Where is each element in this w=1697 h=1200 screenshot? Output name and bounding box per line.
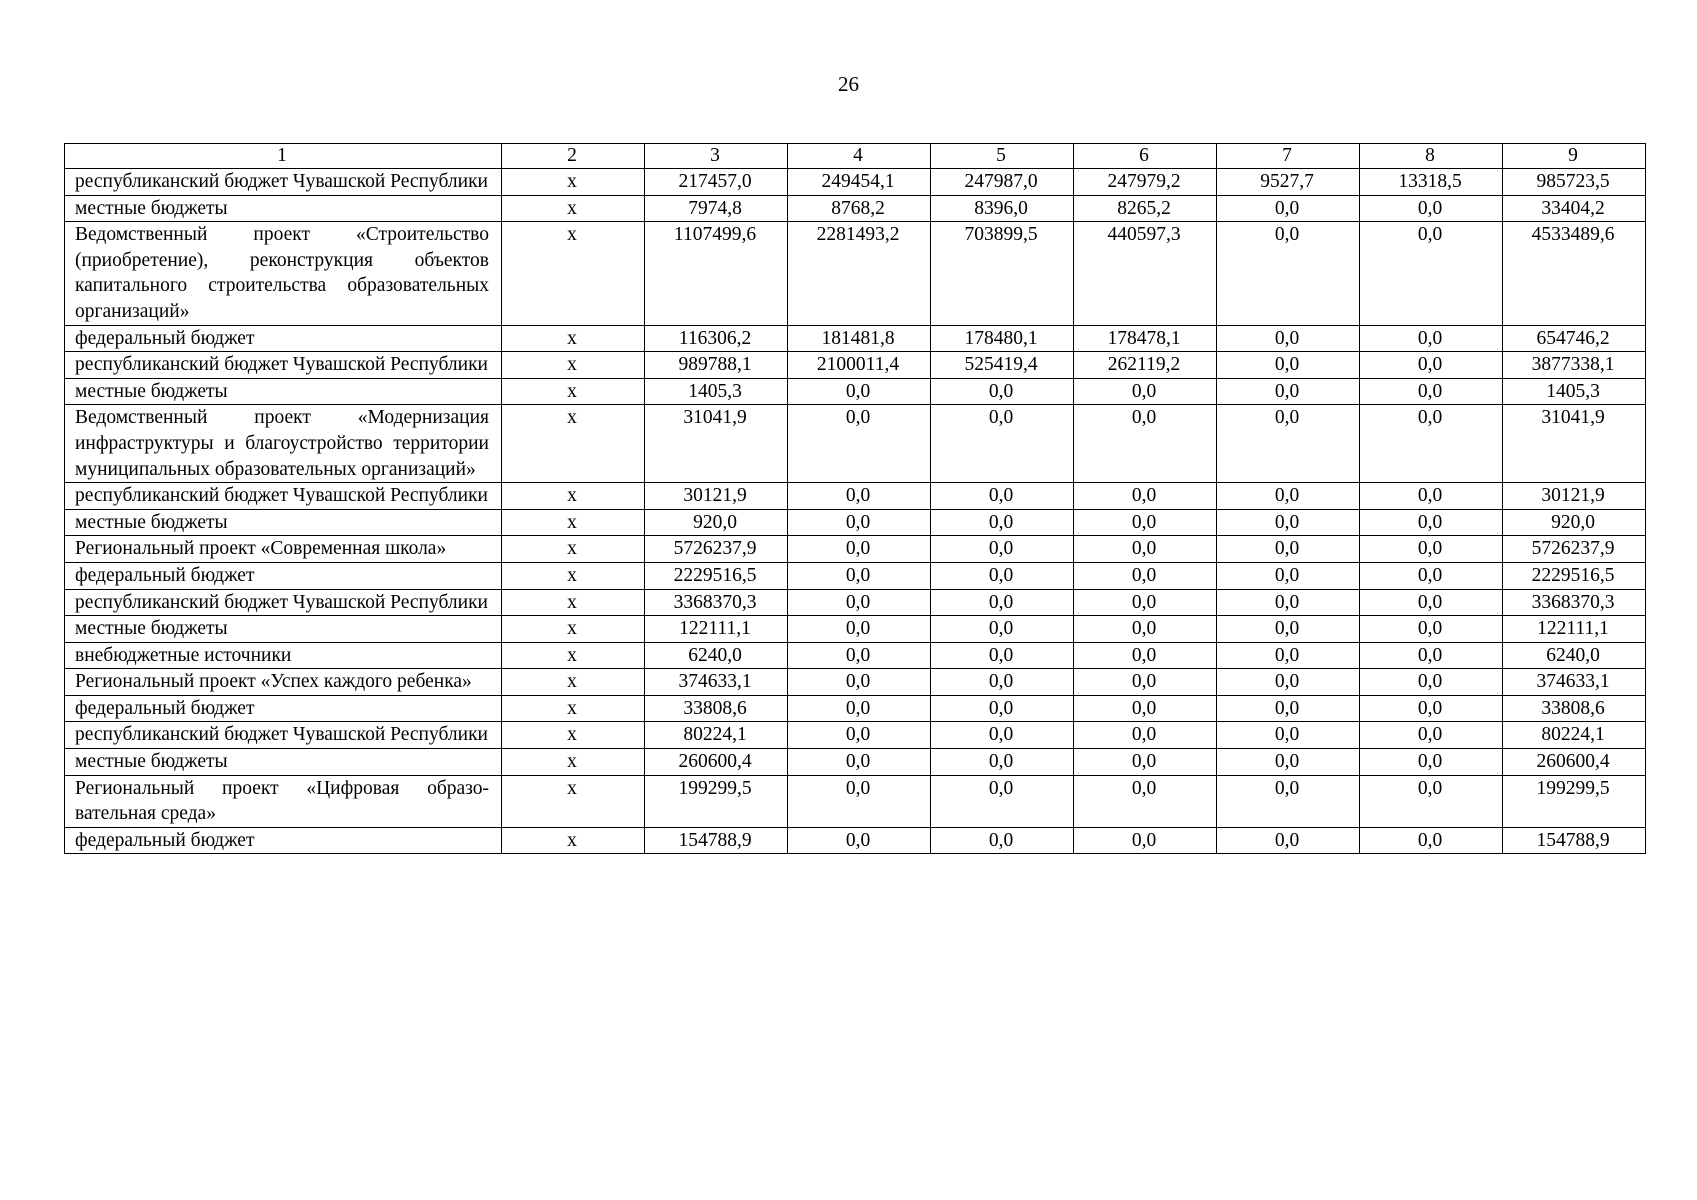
row-label-cell: республиканский бюджет Чувашской Республики (65, 352, 502, 379)
table-row (65, 562, 1646, 589)
row-label-cell: федеральный бюджет (65, 827, 502, 854)
value-cell: 0,0 (931, 827, 1074, 854)
row-label-cell: федеральный бюджет (65, 325, 502, 352)
table-row (65, 325, 1646, 352)
value-cell: 0,0 (931, 405, 1074, 483)
value-cell: 0,0 (1217, 352, 1360, 379)
value-cell: 654746,2 (1503, 325, 1646, 352)
value-cell: 0,0 (1217, 562, 1360, 589)
value-cell: х (502, 378, 645, 405)
value-cell: 122111,1 (645, 616, 788, 643)
value-cell: 0,0 (1074, 483, 1217, 510)
table-row (65, 378, 1646, 405)
value-cell: 199299,5 (1503, 775, 1646, 827)
value-cell: 0,0 (1217, 536, 1360, 563)
value-cell: 0,0 (1074, 669, 1217, 696)
value-cell: 217457,0 (645, 169, 788, 196)
value-cell: 0,0 (1360, 222, 1503, 325)
value-cell: 0,0 (1360, 749, 1503, 776)
value-cell: 0,0 (788, 509, 931, 536)
value-cell: 0,0 (1360, 827, 1503, 854)
value-cell: 3877338,1 (1503, 352, 1646, 379)
table-row (65, 352, 1646, 379)
value-cell: 0,0 (788, 722, 931, 749)
row-label-cell: внебюджетные источники (65, 642, 502, 669)
value-cell: 0,0 (788, 695, 931, 722)
value-cell: 0,0 (1217, 195, 1360, 222)
value-cell: 0,0 (1074, 695, 1217, 722)
value-cell: х (502, 562, 645, 589)
row-label-cell: местные бюджеты (65, 195, 502, 222)
value-cell: 0,0 (931, 775, 1074, 827)
column-header: 9 (1503, 144, 1646, 169)
value-cell: х (502, 616, 645, 643)
table-row (65, 509, 1646, 536)
table-header-row (65, 144, 1646, 169)
value-cell: 0,0 (788, 405, 931, 483)
value-cell: 985723,5 (1503, 169, 1646, 196)
value-cell: 2100011,4 (788, 352, 931, 379)
table-row (65, 536, 1646, 563)
value-cell: 525419,4 (931, 352, 1074, 379)
value-cell: 0,0 (1074, 642, 1217, 669)
row-label-cell: местные бюджеты (65, 749, 502, 776)
value-cell: 0,0 (1360, 378, 1503, 405)
value-cell: 0,0 (1217, 722, 1360, 749)
value-cell: 0,0 (788, 749, 931, 776)
value-cell: 33404,2 (1503, 195, 1646, 222)
value-cell: 0,0 (1360, 405, 1503, 483)
value-cell: 260600,4 (1503, 749, 1646, 776)
table-row (65, 775, 1646, 827)
value-cell: 5726237,9 (1503, 536, 1646, 563)
column-header: 7 (1217, 144, 1360, 169)
table-row (65, 749, 1646, 776)
value-cell: 0,0 (788, 642, 931, 669)
value-cell: 8768,2 (788, 195, 931, 222)
value-cell: х (502, 509, 645, 536)
column-header: 6 (1074, 144, 1217, 169)
column-header: 2 (502, 144, 645, 169)
value-cell: 0,0 (1360, 695, 1503, 722)
value-cell: 3368370,3 (1503, 589, 1646, 616)
value-cell: х (502, 669, 645, 696)
value-cell: 0,0 (1360, 483, 1503, 510)
value-cell: 0,0 (1217, 222, 1360, 325)
column-header: 4 (788, 144, 931, 169)
table-body (65, 144, 1646, 854)
value-cell: 0,0 (1217, 589, 1360, 616)
value-cell: 0,0 (931, 509, 1074, 536)
value-cell: 31041,9 (1503, 405, 1646, 483)
value-cell: х (502, 642, 645, 669)
page-number: 26 (838, 72, 859, 96)
value-cell: 0,0 (931, 669, 1074, 696)
table-row (65, 722, 1646, 749)
value-cell: 0,0 (931, 562, 1074, 589)
value-cell: 7974,8 (645, 195, 788, 222)
value-cell: 178480,1 (931, 325, 1074, 352)
value-cell: х (502, 195, 645, 222)
value-cell: 0,0 (1217, 509, 1360, 536)
value-cell: 0,0 (1074, 562, 1217, 589)
row-label-cell: республиканский бюджет Чувашской Республики (65, 483, 502, 510)
value-cell: 247987,0 (931, 169, 1074, 196)
table-row (65, 222, 1646, 325)
value-cell: 80224,1 (645, 722, 788, 749)
value-cell: 0,0 (788, 616, 931, 643)
row-label-cell: Региональный проект «Успех каждого ребенка» (65, 669, 502, 696)
value-cell: 8396,0 (931, 195, 1074, 222)
value-cell: 0,0 (1074, 775, 1217, 827)
table-row (65, 642, 1646, 669)
value-cell: 122111,1 (1503, 616, 1646, 643)
value-cell: 33808,6 (645, 695, 788, 722)
value-cell: 0,0 (1217, 378, 1360, 405)
value-cell: х (502, 536, 645, 563)
value-cell: х (502, 405, 645, 483)
value-cell: 0,0 (931, 722, 1074, 749)
table-row (65, 405, 1646, 483)
value-cell: 0,0 (1217, 405, 1360, 483)
value-cell: 989788,1 (645, 352, 788, 379)
row-label-cell: Региональный проект «Современная школа» (65, 536, 502, 563)
value-cell: 0,0 (1074, 589, 1217, 616)
value-cell: 0,0 (1074, 405, 1217, 483)
value-cell: 3368370,3 (645, 589, 788, 616)
value-cell: 30121,9 (645, 483, 788, 510)
value-cell: 0,0 (1074, 536, 1217, 563)
value-cell: 0,0 (931, 589, 1074, 616)
value-cell: 0,0 (1217, 749, 1360, 776)
value-cell: 0,0 (1217, 669, 1360, 696)
value-cell: 0,0 (1360, 536, 1503, 563)
value-cell: 0,0 (1074, 749, 1217, 776)
value-cell: х (502, 775, 645, 827)
column-header: 8 (1360, 144, 1503, 169)
value-cell: 0,0 (1360, 509, 1503, 536)
value-cell: 33808,6 (1503, 695, 1646, 722)
value-cell: х (502, 722, 645, 749)
value-cell: 0,0 (1360, 775, 1503, 827)
row-label-cell: Ведомственный проект «Строительство (приобретение), реконструкция объектов капитального строительства образовательных организаций» (65, 222, 502, 325)
value-cell: 0,0 (931, 536, 1074, 563)
value-cell: 0,0 (1217, 642, 1360, 669)
value-cell: 6240,0 (645, 642, 788, 669)
column-header: 5 (931, 144, 1074, 169)
value-cell: 374633,1 (645, 669, 788, 696)
value-cell: 178478,1 (1074, 325, 1217, 352)
value-cell: 199299,5 (645, 775, 788, 827)
value-cell: 9527,7 (1217, 169, 1360, 196)
value-cell: 5726237,9 (645, 536, 788, 563)
value-cell: 2229516,5 (1503, 562, 1646, 589)
row-label-cell: федеральный бюджет (65, 695, 502, 722)
value-cell: 262119,2 (1074, 352, 1217, 379)
table-row (65, 169, 1646, 196)
value-cell: 0,0 (1217, 695, 1360, 722)
value-cell: 0,0 (1360, 589, 1503, 616)
value-cell: 0,0 (1360, 722, 1503, 749)
value-cell: 6240,0 (1503, 642, 1646, 669)
value-cell: 0,0 (1217, 483, 1360, 510)
value-cell: 0,0 (788, 589, 931, 616)
value-cell: 0,0 (1074, 616, 1217, 643)
value-cell: х (502, 222, 645, 325)
value-cell: 2229516,5 (645, 562, 788, 589)
value-cell: 0,0 (1360, 195, 1503, 222)
value-cell: 0,0 (788, 827, 931, 854)
value-cell: 0,0 (931, 695, 1074, 722)
table-row (65, 616, 1646, 643)
value-cell: 30121,9 (1503, 483, 1646, 510)
value-cell: 0,0 (1217, 775, 1360, 827)
value-cell: 0,0 (788, 536, 931, 563)
value-cell: 249454,1 (788, 169, 931, 196)
row-label-cell: местные бюджеты (65, 509, 502, 536)
value-cell: 0,0 (788, 483, 931, 510)
column-header: 3 (645, 144, 788, 169)
value-cell: 0,0 (788, 669, 931, 696)
value-cell: 0,0 (1074, 509, 1217, 536)
value-cell: 0,0 (931, 483, 1074, 510)
value-cell: 0,0 (1217, 827, 1360, 854)
table-row (65, 827, 1646, 854)
row-label-cell: федеральный бюджет (65, 562, 502, 589)
value-cell: 8265,2 (1074, 195, 1217, 222)
value-cell: 0,0 (1217, 616, 1360, 643)
value-cell: 0,0 (1360, 352, 1503, 379)
value-cell: 0,0 (931, 616, 1074, 643)
value-cell: х (502, 827, 645, 854)
value-cell: х (502, 169, 645, 196)
value-cell: 0,0 (1074, 827, 1217, 854)
value-cell: 1107499,6 (645, 222, 788, 325)
value-cell: 0,0 (931, 378, 1074, 405)
value-cell: 260600,4 (645, 749, 788, 776)
value-cell: х (502, 695, 645, 722)
value-cell: 247979,2 (1074, 169, 1217, 196)
value-cell: 920,0 (1503, 509, 1646, 536)
value-cell: 0,0 (1360, 642, 1503, 669)
budget-table (64, 143, 1646, 854)
value-cell: 13318,5 (1360, 169, 1503, 196)
value-cell: 4533489,6 (1503, 222, 1646, 325)
value-cell: 116306,2 (645, 325, 788, 352)
value-cell: х (502, 749, 645, 776)
value-cell: х (502, 352, 645, 379)
value-cell: 0,0 (1360, 562, 1503, 589)
value-cell: 0,0 (788, 562, 931, 589)
value-cell: 0,0 (1074, 378, 1217, 405)
value-cell: 440597,3 (1074, 222, 1217, 325)
value-cell: 0,0 (1360, 669, 1503, 696)
row-label-cell: республиканский бюджет Чувашской Республики (65, 169, 502, 196)
value-cell: х (502, 325, 645, 352)
value-cell: 154788,9 (1503, 827, 1646, 854)
value-cell: 0,0 (1217, 325, 1360, 352)
row-label-cell: местные бюджеты (65, 378, 502, 405)
value-cell: х (502, 483, 645, 510)
value-cell: 1405,3 (645, 378, 788, 405)
value-cell: 0,0 (788, 378, 931, 405)
row-label-cell: Ведомственный проект «Модернизация инфраструктуры и благоустройство территории муниципальных образовательных организаций» (65, 405, 502, 483)
value-cell: 0,0 (1360, 616, 1503, 643)
table-row (65, 195, 1646, 222)
value-cell: 31041,9 (645, 405, 788, 483)
value-cell: 2281493,2 (788, 222, 931, 325)
value-cell: 0,0 (931, 642, 1074, 669)
value-cell: 0,0 (931, 749, 1074, 776)
value-cell: 374633,1 (1503, 669, 1646, 696)
value-cell: 1405,3 (1503, 378, 1646, 405)
value-cell: 920,0 (645, 509, 788, 536)
table-row (65, 483, 1646, 510)
value-cell: 80224,1 (1503, 722, 1646, 749)
row-label-cell: Региональный проект «Цифровая образовательная среда» (65, 775, 502, 827)
table-row (65, 589, 1646, 616)
value-cell: 181481,8 (788, 325, 931, 352)
value-cell: х (502, 589, 645, 616)
value-cell: 0,0 (1074, 722, 1217, 749)
column-header: 1 (65, 144, 502, 169)
table-row (65, 695, 1646, 722)
value-cell: 703899,5 (931, 222, 1074, 325)
row-label-cell: республиканский бюджет Чувашской Республики (65, 589, 502, 616)
value-cell: 0,0 (788, 775, 931, 827)
value-cell: 0,0 (1360, 325, 1503, 352)
table-row (65, 669, 1646, 696)
row-label-cell: местные бюджеты (65, 616, 502, 643)
value-cell: 154788,9 (645, 827, 788, 854)
row-label-cell: республиканский бюджет Чувашской Республики (65, 722, 502, 749)
